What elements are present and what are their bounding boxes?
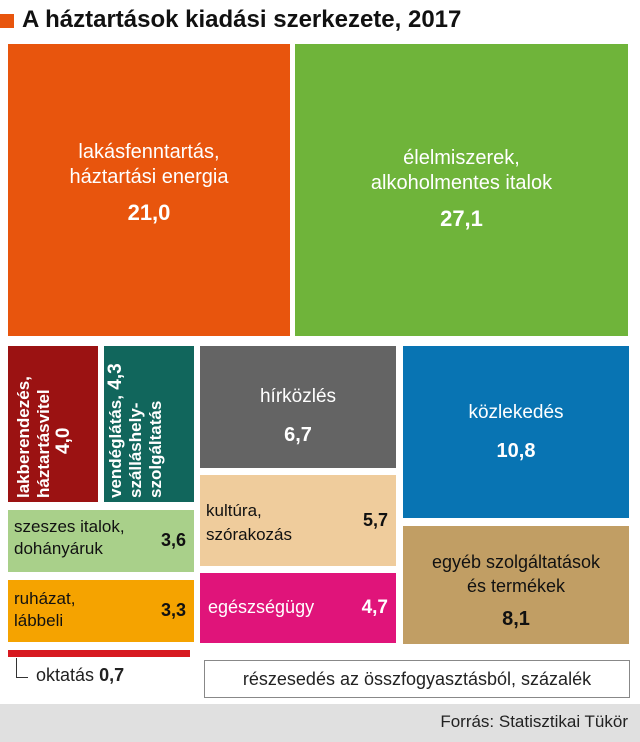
- tile-name-line: egészségügy: [208, 597, 315, 617]
- tile-name-line: lábbeli: [14, 611, 64, 630]
- chart-title: A háztartások kiadási szerkezete, 2017: [22, 6, 462, 33]
- treemap-tile-ruházat-lábbeli: [8, 580, 194, 642]
- tile-label: [14, 588, 75, 632]
- tile-value: 27,1: [440, 206, 483, 231]
- tile-name-line: szolgáltatás: [146, 400, 165, 498]
- oktatas-leader-line: [16, 658, 28, 678]
- tile-label: [295, 146, 628, 196]
- tile-value: 6,7: [284, 424, 312, 446]
- unit-note: részesedés az összfogyasztásból, százalék: [204, 660, 630, 698]
- tile-label: [14, 376, 74, 498]
- tile-label: [206, 499, 292, 547]
- tile-label: [403, 550, 629, 598]
- tile-name-line: szálláshely-: [126, 402, 145, 498]
- tile-name-line: háztartási energia: [69, 166, 229, 188]
- tile-name-line: egyéb szolgáltatások: [431, 552, 601, 572]
- treemap-tile-egészségügy: [200, 573, 396, 643]
- tile-name-line: közlekedés: [468, 402, 564, 423]
- tile-name-line: ruházat,: [14, 589, 76, 608]
- tile-name-line: dohányáruk: [14, 539, 103, 558]
- tile-label: [403, 396, 629, 430]
- treemap-tile-lakberendezés-háztartásvitel: [8, 346, 98, 502]
- tile-name-line: hírközlés: [259, 386, 337, 407]
- treemap-tile-lakásfenntartás-háztartási-energia: [8, 44, 290, 336]
- tile-label: [200, 380, 396, 414]
- tile-value: 21,0: [127, 200, 171, 225]
- tile-value: 4,7: [361, 596, 388, 618]
- tile-label: [106, 363, 166, 498]
- tile-label: [14, 516, 125, 560]
- tile-name-line: szeszes italok,: [14, 517, 125, 536]
- tile-name-line: háztartásvitel: [34, 389, 53, 498]
- source-text: Forrás: Statisztikai Tükör: [440, 712, 628, 731]
- tile-value: 10,8: [496, 440, 536, 462]
- oktatas-callout: [36, 665, 124, 686]
- tile-value: 4,3: [105, 363, 126, 395]
- tile-label: [208, 595, 314, 619]
- oktatas-callout-name: oktatás: [36, 665, 95, 685]
- tile-name-line: vendéglátás, 4,3: [105, 363, 126, 498]
- treemap-tile-élelmiszerek-alkoholmentes-italok: [295, 44, 628, 336]
- treemap-tile-hírközlés: [200, 346, 396, 468]
- treemap-tile-egyéb-szolgáltatások-és-termékek: [403, 526, 629, 644]
- treemap-tile-vendéglátás-szálláshely-szolgáltatás: [104, 346, 194, 502]
- treemap-tile-kultúra-szórakozás: [200, 475, 396, 566]
- tile-value: 3,3: [160, 600, 186, 620]
- tile-name-line: és termékek: [466, 576, 566, 596]
- tile-label: [8, 140, 290, 190]
- footer: [0, 704, 640, 742]
- oktatas-callout-value: 0,7: [99, 665, 125, 685]
- tile-name-line: élelmiszerek,: [403, 147, 520, 169]
- treemap-tile-szeszes-italok-dohányáruk: [8, 510, 194, 572]
- treemap-tile-közlekedés: [403, 346, 629, 518]
- tile-name-line: lakberendezés,: [14, 376, 33, 498]
- tile-name-line: alkoholmentes italok: [370, 172, 553, 194]
- tile-name-line: szórakozás: [206, 525, 292, 544]
- tile-value: 5,7: [362, 509, 388, 530]
- tile-name-line: kultúra,: [206, 501, 262, 520]
- tile-value: 3,6: [160, 530, 186, 550]
- tile-value: 4,0: [53, 427, 74, 454]
- treemap-tile-oktatás: [8, 650, 190, 657]
- tile-name-line: lakásfenntartás,: [78, 141, 220, 163]
- tile-value: 8,1: [502, 608, 530, 630]
